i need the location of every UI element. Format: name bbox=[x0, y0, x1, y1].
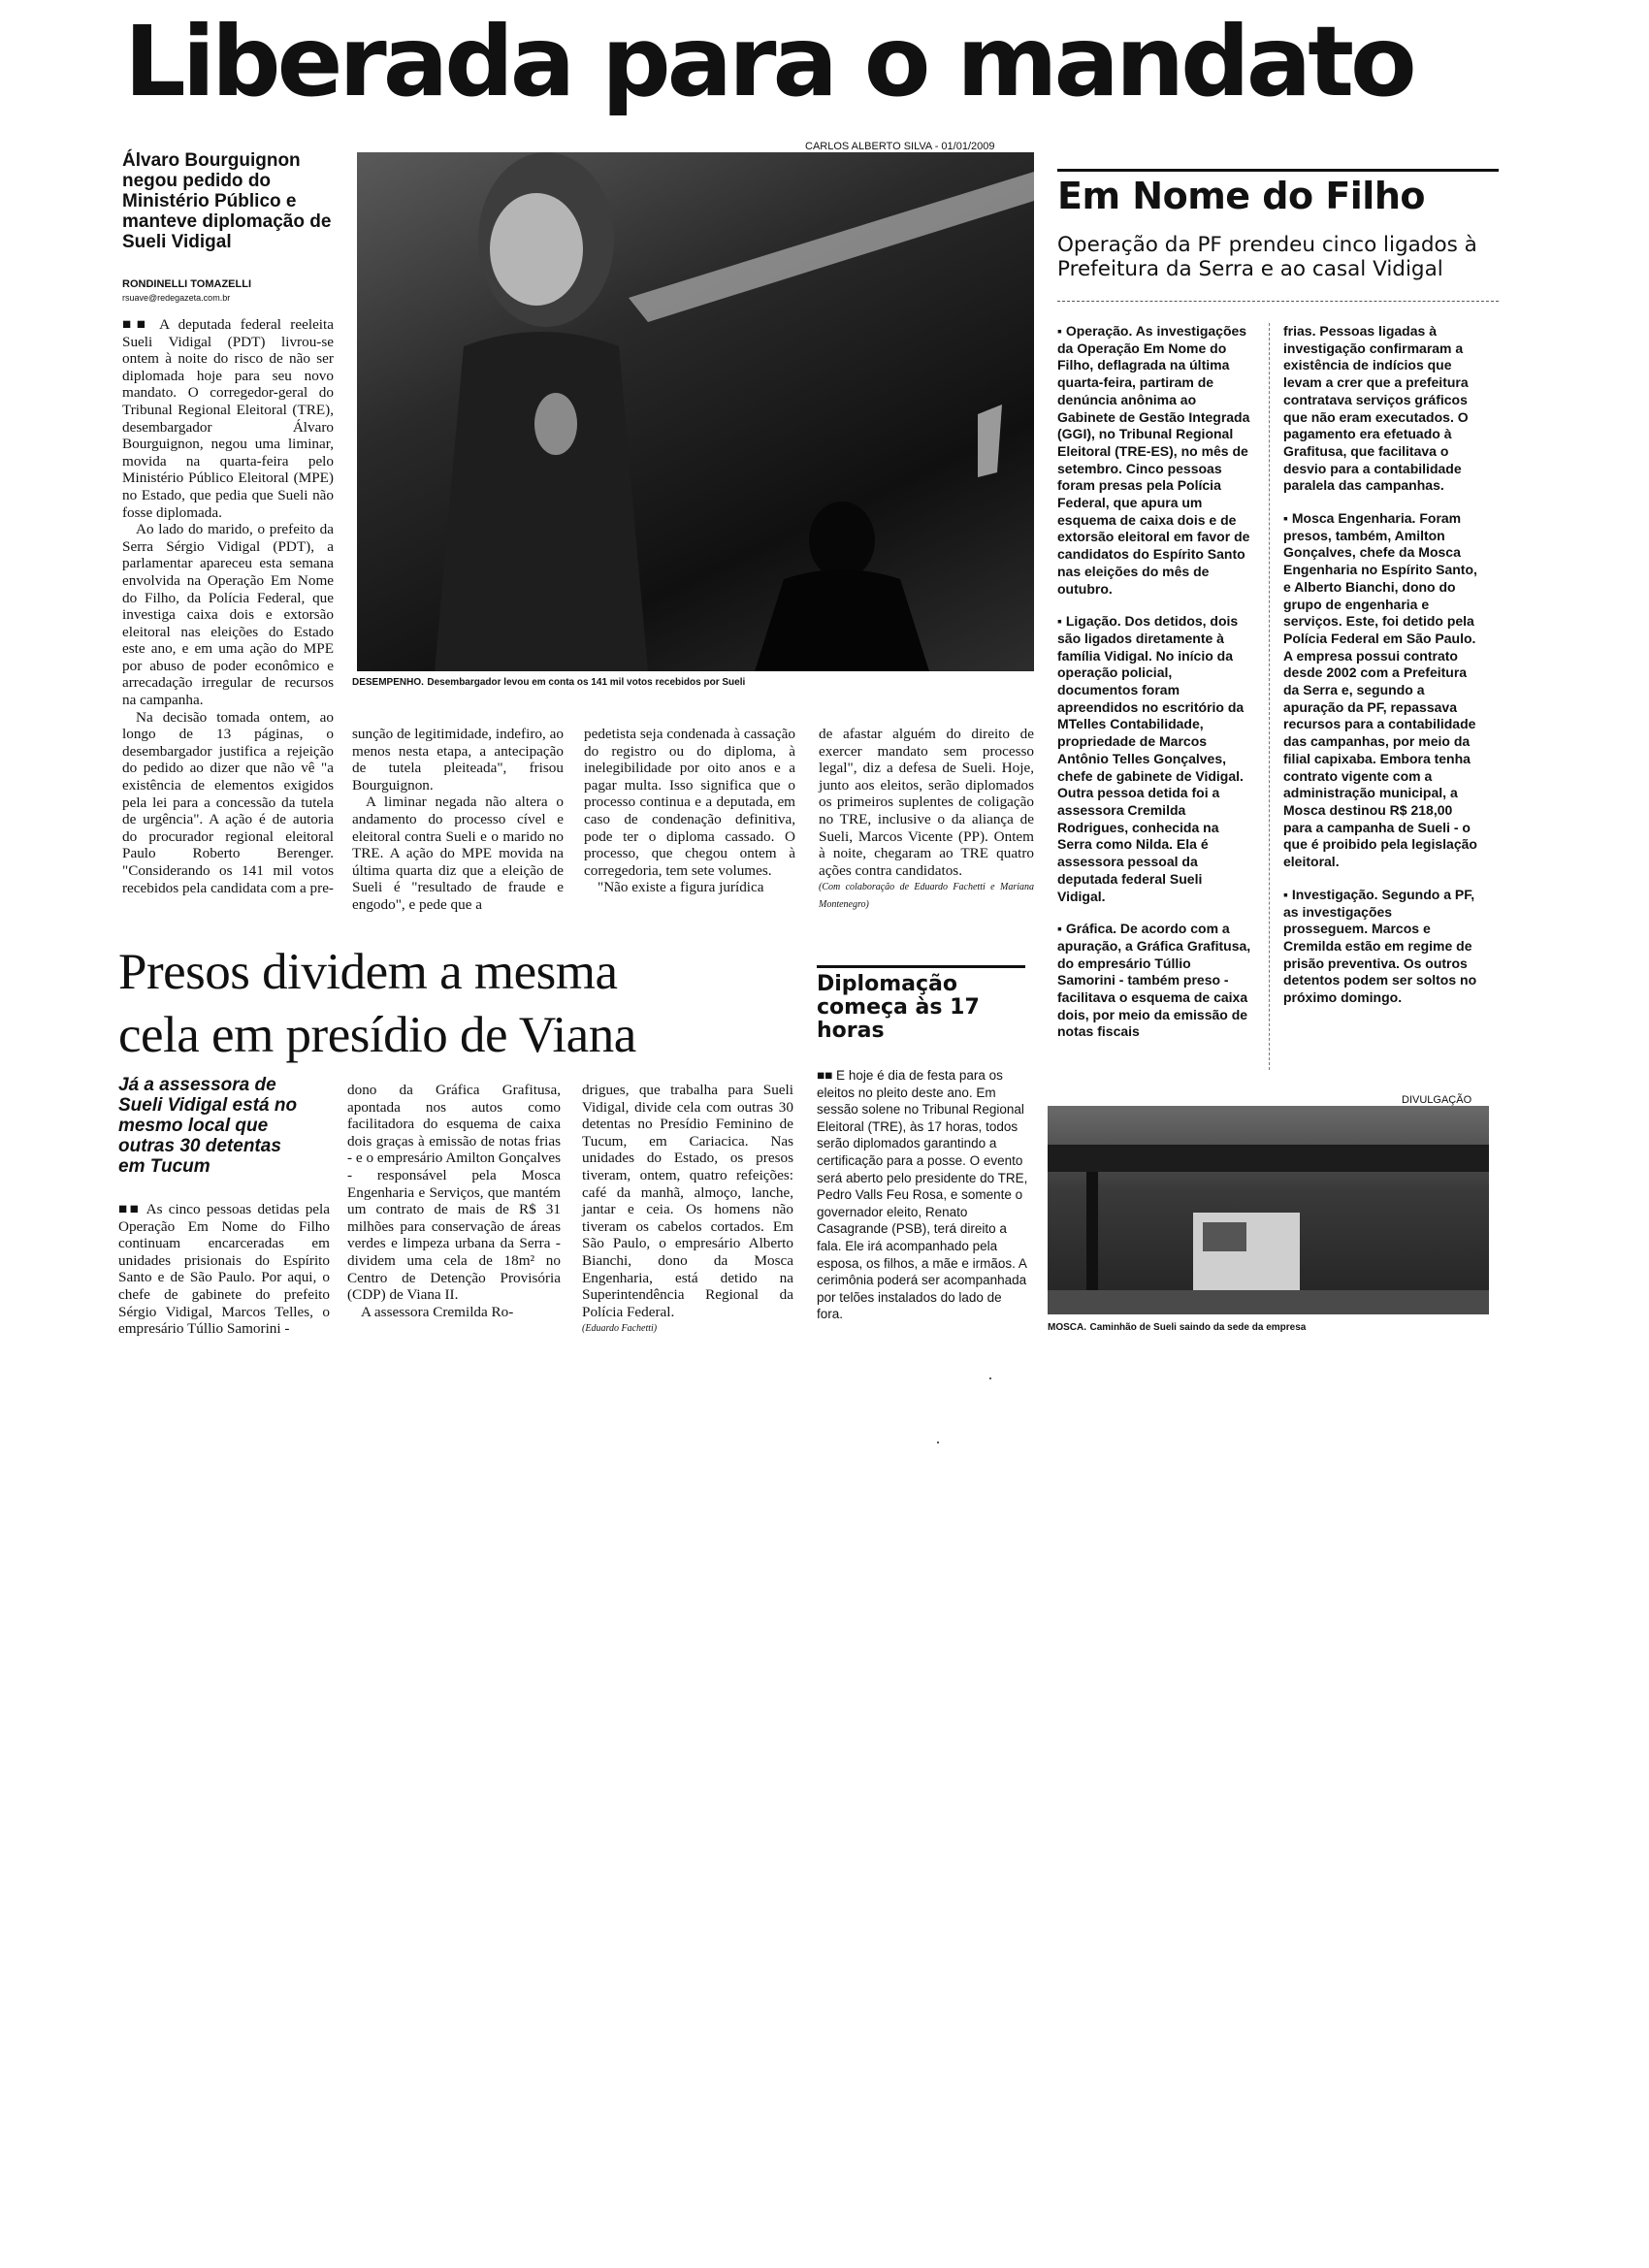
sidebar-title: Em Nome do Filho bbox=[1057, 175, 1425, 217]
paragraph: dono da Gráfica Grafitusa, apontada nos autos como facilitadora do esquema de caixa dois graças à emissão de notas frias - e o empresário Amilton Gonçalves - responsável pela Mosca Engenharia e Serviços, que mantém um contrato de mais de R$ 31 milhões para conservação de áreas verdes e limpeza urbana da Serra - dividem uma cela de 18m² no Centro de Detenção Provisória (CDP) de Viana II. bbox=[347, 1082, 561, 1304]
paragraph: Ao lado do marido, o prefeito da Serra Sérgio Vidigal (PDT), a parlamentar apareceu esta semana envolvida na Operação Em Nome do Filho, da Polícia Federal, que investiga caixa dois e extorsão eleitoral nas eleições do Estado este ano, e em uma ação do MPE por abuso de poder econômico e arrecadação irregular de recursos na campanha. bbox=[122, 521, 334, 709]
second-story-column-3 bbox=[582, 1082, 793, 1338]
sidebar-item-operacao: ▪ Operação. As investigações da Operação Em Nome do Filho, deflagrada na última quarta-feira, partiram de denúncia anônima ao Gabinete de Gestão Integrada (GGI), no Tribunal Regional Eleitoral (TRE-ES), no mês de setembro. Cinco pessoas foram presas pela Polícia Federal, que apura um esquema de caixa dois e de extorsão eleitoral em favor de candidatos do Espírito Santo nas eleições do mês de outubro. bbox=[1057, 323, 1250, 597]
main-deck: Álvaro Bourguignon negou pedido do Ministério Público e manteve diplomação de Sueli Vidigal bbox=[122, 150, 332, 252]
box-title: Diplomação começa às 17 horas bbox=[817, 972, 980, 1043]
paragraph: drigues, que trabalha para Sueli Vidigal, divide cela com outras 30 detentas no Presídio Feminino de Tucum, em Cariacica. Nas unidades do Estado, os presos tiveram, ontem, quatro refeições: café da manhã, almoço, lanche, jantar e ceia. Os homens não tiveram os cabelos cortados. Em São Paulo, o empresário Alberto Bianchi, dono da Mosca Engenharia, está detido na Superintendência Regional da Polícia Federal. bbox=[582, 1082, 793, 1320]
sidebar-photo bbox=[1048, 1106, 1489, 1314]
second-story-title-line-1: Presos dividem a mesma bbox=[118, 944, 618, 1000]
main-story-column-3 bbox=[584, 726, 795, 896]
main-photo-caption bbox=[352, 674, 1041, 688]
photo-illustration bbox=[357, 152, 1034, 671]
main-story-column-1 bbox=[122, 316, 334, 896]
author-note: (Eduardo Fachetti) bbox=[582, 1323, 658, 1335]
paragraph: ■■ A deputada federal reeleita Sueli Vidigal (PDT) livrou-se ontem à noite do risco de não ser diplomada hoje para seu novo mandato. O corregedor-geral do Tribunal Regional Eleitoral (TRE), desembargador Álvaro Bourguignon, negou uma liminar, movida na quarta-feira pelo Ministério Público Eleitoral (MPE) no Estado, que pedia que Sueli não fosse diplomada. bbox=[122, 316, 334, 521]
caption-lead: MOSCA. bbox=[1048, 1322, 1086, 1333]
caption-text: Caminhão de Sueli saindo da sede da empresa bbox=[1089, 1322, 1307, 1333]
scan-speck bbox=[937, 1442, 939, 1443]
sidebar-column-right bbox=[1283, 323, 1477, 1007]
author-email: rsuave@redegazeta.com.br bbox=[122, 293, 231, 303]
paragraph: Na decisão tomada ontem, ao longo de 13 páginas, o desembargador justifica a rejeição do pedido ao dizer que não vê "a existência de elementos exigidos pela lei para a concessão da tutela de urgência". A ação é de autoria do procurador regional eleitoral Paulo Roberto Berenger. "Considerando os 141 mil votos recebidos pela candidata com a pre- bbox=[122, 708, 334, 896]
box-text: ■■ E hoje é dia de festa para os eleitos no pleito deste ano. Em sessão solene no Tribunal Regional Eleitoral (TRE), às 17 horas, todos serão diplomados garantindo a certificação para a posse. O evento será aberto pelo presidente do TRE, Pedro Valls Feu Rosa, e somente o governador eleito, Renato Casagrande (PSB), terá direito a fala. Ele irá acompanhado pela esposa, os filhos, a mãe e irmãos. A cerimônia poderá ser acompanhada por telões instalados do lado de fora. bbox=[817, 1068, 1028, 1322]
sidebar-item-ligacao: ▪ Ligação. Dos detidos, dois são ligados diretamente à família Vidigal. No início da operação policial, documentos foram apreendidos no escritório da MTelles Contabilidade, propriedade de Marcos Antônio Telles Gonçalves, chefe de gabinete de Vidigal. Outra pessoa detida foi a assessora Cremilda Rodrigues, conhecida na Serra como Nilda. Ela é assessora pessoal da deputada federal Sueli Vidigal. bbox=[1057, 613, 1245, 904]
second-story-deck: Já a assessora de Sueli Vidigal está no mesmo local que outras 30 detentas em Tucum bbox=[118, 1075, 298, 1177]
paragraph: "Não existe a figura jurídica bbox=[598, 879, 764, 896]
byline: RONDINELLI TOMAZELLI bbox=[122, 278, 252, 290]
second-story-column-1 bbox=[118, 1201, 330, 1338]
main-story-column-2 bbox=[352, 726, 564, 914]
photo-credit: CARLOS ALBERTO SILVA - 01/01/2009 bbox=[805, 141, 995, 152]
box-top-rule bbox=[817, 965, 1025, 968]
sidebar-top-rule bbox=[1057, 169, 1499, 172]
second-story-column-2 bbox=[347, 1082, 561, 1320]
sidebar-item-investigacao: ▪ Investigação. Segundo a PF, as investigações prosseguem. Marcos e Cremilda estão em regime de prisão preventiva. Os outros detentos podem ser soltos no próximo domingo. bbox=[1283, 886, 1477, 1006]
sidebar-divider bbox=[1057, 301, 1499, 302]
sidebar-item-grafica: ▪ Gráfica. De acordo com a apuração, a Gráfica Grafitusa, do empresário Túllio Samorini - também preso - facilitava o esquema de caixa dois, por meio da emissão de notas fiscais bbox=[1057, 921, 1251, 1040]
sidebar-deck: Operação da PF prendeu cinco ligados à Prefeitura da Serra e ao casal Vidigal bbox=[1057, 233, 1477, 281]
sidebar-column-left bbox=[1057, 323, 1251, 1041]
headline: Liberada para o mandato bbox=[124, 5, 1413, 118]
second-story-title-line-2: cela em presídio de Viana bbox=[118, 1007, 636, 1063]
main-photo bbox=[357, 152, 1034, 671]
paragraph: sunção de legitimidade, indefiro, ao menos nesta etapa, a antecipação de tutela pleiteada", frisou Bourguignon. bbox=[352, 726, 564, 794]
paragraph: de afastar alguém do direito de exercer mandato sem processo legal", diz a defesa de Sueli. Hoje, junto aos eleitos, serão diplomados os primeiros suplentes de coligação no TRE, inclusive o da aliança de Sueli, Marcos Vicente (PP). Ontem à noite, chegaram ao TRE quatro ações contra candidatos. bbox=[819, 726, 1034, 879]
truck-illustration bbox=[1048, 1106, 1489, 1314]
main-story-column-4 bbox=[819, 726, 1034, 914]
contributors-note: (Com colaboração de Eduardo Fachetti e Mariana Montenegro) bbox=[819, 882, 1034, 910]
sidebar-column-divider bbox=[1269, 323, 1270, 1070]
sidebar-item-mosca: ▪ Mosca Engenharia. Foram presos, também, Amilton Gonçalves, chefe da Mosca Engenharia no Espírito Santo, e Alberto Bianchi, dono do grupo de engenharia e serviços. Este, foi detido pela Polícia Federal em São Paulo. A empresa possui contrato desde 2002 com a Prefeitura da Serra e, segundo a apuração da PF, repassava recursos para a contabilidade das campanhas, por meio da filial capixaba. Embora tenha contrato vigente com a administração municipal, a Mosca destinou R$ 218,00 para a campanha de Sueli - o que é proibido pela legislação eleitoral. bbox=[1283, 510, 1477, 870]
caption-lead: DESEMPENHO. bbox=[352, 677, 424, 688]
paragraph: A assessora Cremilda Ro- bbox=[361, 1303, 514, 1320]
sidebar-item-continuation: frias. Pessoas ligadas à investigação confirmaram a existência de indícios que levam a crer que a prefeitura contratava serviços gráficos que não eram executados. O pagamento era efetuado à Grafitusa, que facilitava o desvio para a contabilidade paralela das campanhas. bbox=[1283, 323, 1469, 494]
sidebar-photo-credit: DIVULGAÇÃO bbox=[1402, 1094, 1472, 1106]
paragraph: pedetista seja condenada à cassação do registro ou do diploma, à inelegibilidade por oito anos e a pagar multa. Isso significa que o processo continua e a deputada, em caso de condenação definitiva, pode ter o diploma cassado. O processo, que chegou ontem à corregedoria, tem sete volumes. bbox=[584, 726, 795, 879]
caption-text: Desembargador levou em conta os 141 mil votos recebidos por Sueli bbox=[427, 677, 746, 688]
paragraph: ■■ As cinco pessoas detidas pela Operação Em Nome do Filho continuam encarceradas em unidades prisionais do Espírito Santo e de São Paulo. Por aqui, o chefe de gabinete do prefeito Sérgio Vidigal, Marcos Telles, o empresário Túllio Samorini - bbox=[118, 1201, 330, 1338]
paragraph: A liminar negada não altera o andamento do processo cível e eleitoral contra Sueli e o marido no TRE. A ação do MPE movida na última quarta diz que a eleição de Sueli é "resultado de fraude e engodo", e pede que a bbox=[352, 794, 564, 913]
sidebar-photo-caption bbox=[1048, 1319, 1494, 1333]
scan-speck bbox=[989, 1377, 991, 1379]
